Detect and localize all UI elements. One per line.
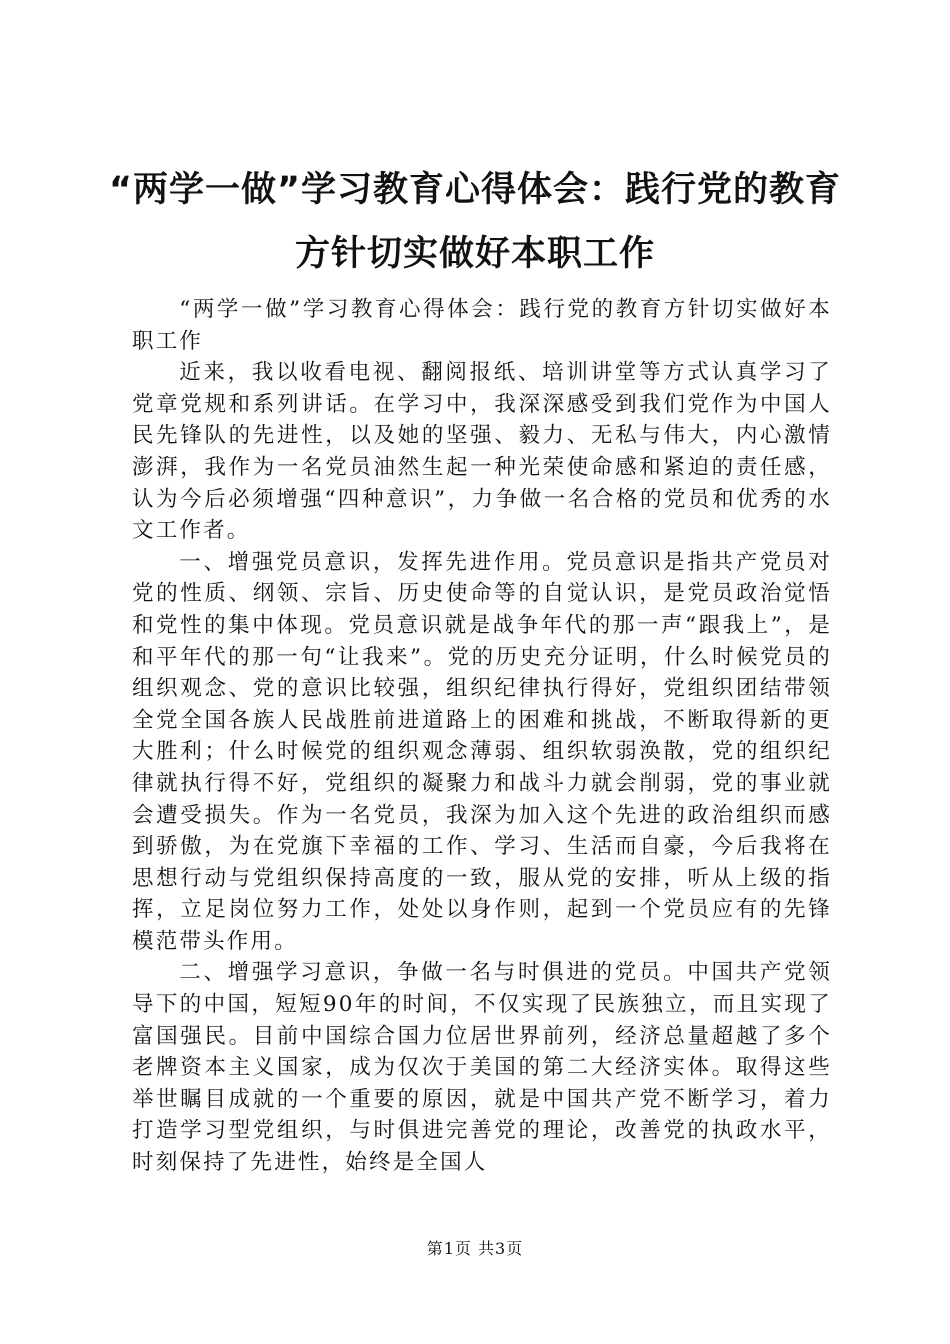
paragraph-subtitle: “两学一做”学习教育心得体会：践行党的教育方针切实做好本职工作 — [132, 297, 832, 354]
page-number-footer: 第1页 共3页 — [426, 1239, 524, 1258]
document-title: “两学一做”学习教育心得体会：践行党的教育方针切实做好本职工作 — [108, 170, 841, 274]
document-body — [132, 294, 832, 1179]
paragraph-section-one: 一、增强党员意识，发挥先进作用。党员意识是指共产党员对党的性质、纲领、宗旨、历史使命等的自觉认识，是党员政治觉悟和党性的集中体现。党员意识就是战争年代的那一声“跟我上”，是和平年代的那一句“让我来”。党的历史充分证明，什么时候党员的组织观念、党的意识比较强，组织纪律执行得好，党组织团结带领全党全国各族人民战胜前进道路上的困难和挑战，不断取得新的更大胜利；什么时候党的组织观念薄弱、组织软弱涣散，党的组织纪律就执行得不好，党组织的凝聚力和战斗力就会削弱，党的事业就会遭受损失。作为一名党员，我深为加入这个先进的政治组织而感到骄傲，为在党旗下幸福的工作、学习、生活而自豪，今后我将在思想行动与党组织保持高度的一致，服从党的安排，听从上级的指挥，立足岗位努力工作，处处以身作则，起到一个党员应有的先锋模范带头作用。 — [132, 549, 832, 954]
paragraph-intro: 近来，我以收看电视、翻阅报纸、培训讲堂等方式认真学习了党章党规和系列讲话。在学习中，我深深感受到我们党作为中国人民先锋队的先进性，以及她的坚强、毅力、无私与伟大，内心激情澎湃，我作为一名党员油然生起一种光荣使命感和紧迫的责任感，认为今后必须增强“四种意识”，力争做一名合格的党员和优秀的水文工作者。 — [132, 360, 832, 544]
paragraph-section-two: 二、增强学习意识，争做一名与时俱进的党员。中国共产党领导下的中国，短短90年的时间，不仅实现了民族独立，而且实现了富国强民。目前中国综合国力位居世界前列，经济总量超越了多个老牌资本主义国家，成为仅次于美国的第二大经济实体。取得这些举世瞩目成就的一个重要的原因，就是中国共产党不断学习，着力打造学习型党组织，与时俱进完善党的理论，改善党的执政水平，时刻保持了先进性，始终是全国人 — [132, 960, 832, 1176]
